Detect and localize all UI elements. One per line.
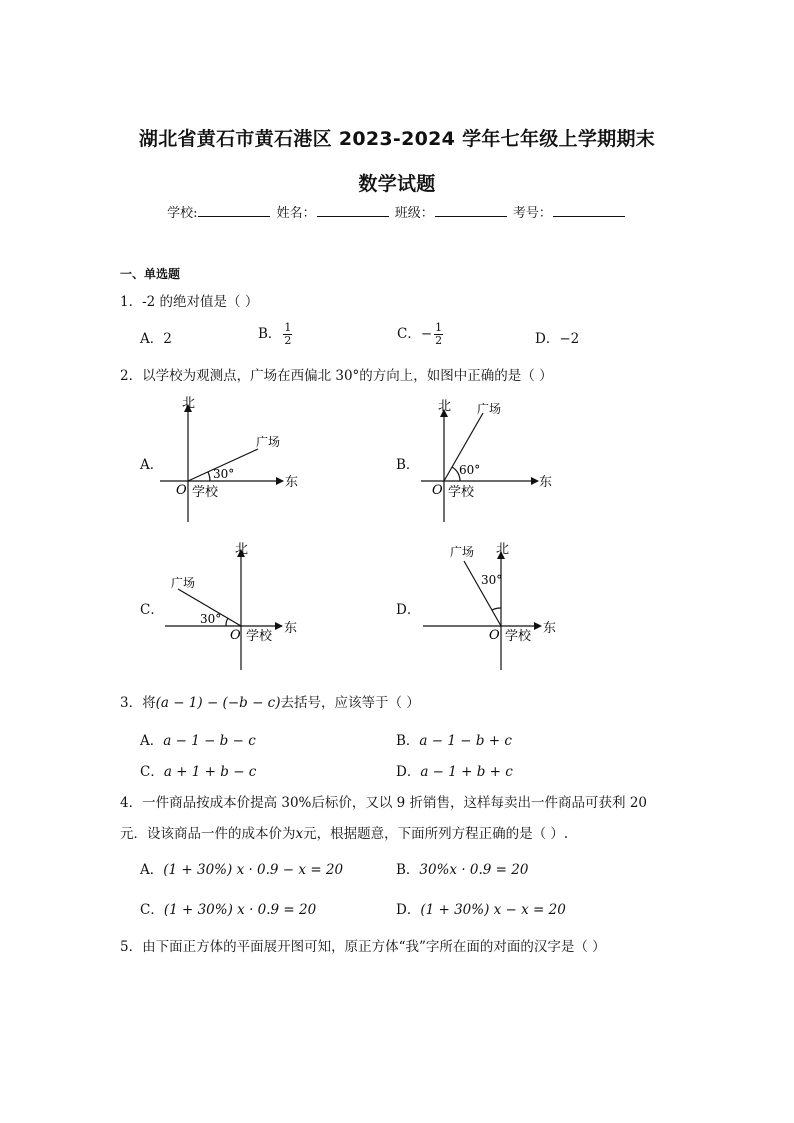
east-label: 东 (543, 621, 557, 636)
q2-option-a: A． (140, 457, 164, 473)
origin-label: O (176, 483, 187, 498)
page-title-line2: 数学试题 (358, 173, 436, 195)
origin-label: O (230, 628, 241, 643)
question-1: 1．-2 的绝对值是（ ） (120, 294, 259, 310)
square-label: 广场 (450, 545, 475, 559)
north-label: 北 (182, 396, 196, 411)
east-label: 东 (539, 475, 553, 490)
diagram-a (160, 405, 283, 522)
q1-option-a: A．2 (140, 331, 172, 347)
page-title-line1: 湖北省黄石市黄石港区 2023-2024 学年七年级上学期期末 (138, 128, 656, 150)
q2-option-b: B． (396, 457, 420, 473)
q4-option-b: B．30%x · 0.9 = 20 (396, 862, 529, 878)
angle-label: 30° (213, 467, 235, 481)
question-4-line2: 元．设该商品一件的成本价为x元，根据题意，下面所列方程正确的是（ ）. (120, 826, 569, 842)
school-label: 学校 (192, 485, 219, 500)
east-label: 东 (284, 621, 298, 636)
fraction: $\frac{1}{2}$ (435, 321, 443, 347)
exam-number-label: 考号： (512, 206, 552, 221)
origin-label: O (489, 628, 500, 643)
diagram-c (165, 550, 282, 670)
diagram-d (423, 552, 541, 670)
square-label: 广场 (171, 576, 196, 590)
q3-option-b: B．a − 1 − b + c (396, 733, 512, 749)
angle-label: 30° (200, 612, 222, 626)
square-label: 广场 (256, 435, 281, 449)
question-2: 2．以学校为观测点，广场在西偏北 30°的方向上，如图中正确的是（ ） (120, 368, 553, 384)
q2-option-d: D． (396, 602, 421, 618)
q2-option-c: C． (140, 602, 164, 618)
north-label: 北 (438, 399, 452, 414)
question-3: 3．将(a − 1) − (−b − c)去括号，应该等于（ ） (120, 695, 420, 711)
origin-label: O (432, 483, 443, 498)
q1-option-d: D．−2 (535, 331, 580, 347)
q1-option-c: C．− $\frac{1}{2}$ (397, 321, 443, 347)
section-heading: 一、单选题 (120, 267, 181, 281)
question-4-line1: 4．一件商品按成本价提高 30%后标价，又以 9 折销售，这样每卖出一件商品可获利 20 (120, 795, 648, 811)
q4-option-c: C．(1 + 30%) x · 0.9 = 20 (140, 902, 317, 918)
q3-option-a: A．a − 1 − b − c (140, 733, 256, 749)
q4-option-d: D．(1 + 30%) x − x = 20 (396, 902, 566, 918)
school-label: 学校 (505, 629, 532, 644)
north-label: 北 (496, 542, 510, 557)
q3-option-c: C．a + 1 + b − c (140, 764, 257, 780)
q4-option-a: A．(1 + 30%) x · 0.9 − x = 20 (140, 862, 344, 878)
q3-expression: (a − 1) − (−b − c) (155, 695, 281, 711)
angle-label: 60° (459, 463, 481, 477)
north-label: 北 (235, 542, 249, 557)
q1-option-b: B． $\frac{1}{2}$ (258, 321, 292, 347)
question-5: 5．由下面正方体的平面展开图可知，原正方体“我”字所在面的对面的汉字是（ ） (120, 939, 606, 955)
q3-option-d: D．a − 1 + b + c (396, 764, 513, 780)
school-label: 学校 (246, 629, 273, 644)
name-label: 姓名： (276, 206, 316, 221)
class-label: 班级： (394, 206, 434, 221)
school-label: 学校 (448, 485, 475, 500)
square-label: 广场 (477, 402, 502, 416)
angle-label: 30° (481, 573, 503, 587)
fraction: $\frac{1}{2}$ (284, 321, 292, 347)
school-label: 学校: (167, 206, 198, 221)
east-label: 东 (285, 475, 299, 490)
